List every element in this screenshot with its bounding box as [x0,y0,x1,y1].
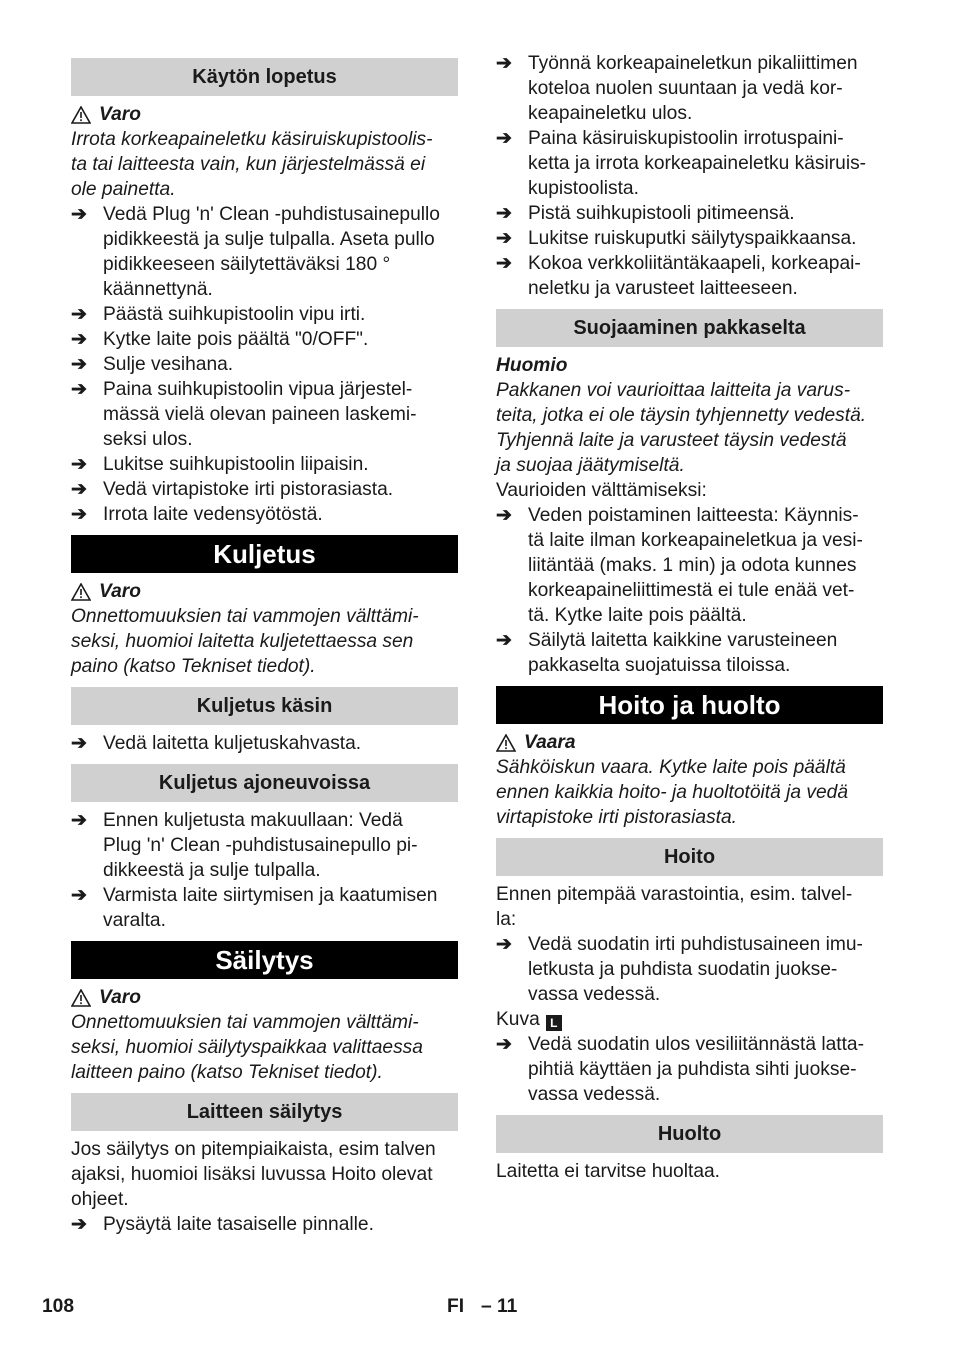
heading-kuljetus-ajoneuvoissa: Kuljetus ajoneuvoissa [71,764,458,802]
arrow-right-icon: ➔ [71,810,88,831]
arrow-right-icon: ➔ [496,505,513,526]
arrow-right-icon: ➔ [496,53,513,74]
arrow-right-icon: ➔ [496,253,513,274]
arrow-right-icon: ➔ [496,228,513,249]
paragraph: Jos säilytys on pitempiaikaista, esim talven ajaksi, huomioi lisäksi luvussa Hoito olevat ohjeet. [71,1139,436,1210]
heading-kuljetus-kasin: Kuljetus käsin [71,687,458,725]
heading-kuljetus: Kuljetus [71,535,458,573]
warning-text: Onnettomuuksien tai vammojen välttämi- seksi, huomioi säilytyspaikkaa valittaessa laitteen paino (katso Tekniset tiedot). [71,1012,423,1083]
page-number: 108 [42,1296,75,1317]
list-item: ➔ Varmista laite siirtymisen ja kaatumisen varalta. [71,885,438,931]
language-code: FI [447,1296,465,1317]
paragraph: Vaurioiden välttämiseksi: [496,480,707,501]
heading-hoito-ja-huolto: Hoito ja huolto [496,686,883,724]
list-item: ➔ Päästä suihkupistoolin vipu irti. [71,304,366,325]
warning-triangle-icon [71,106,91,124]
list-item: ➔ Ennen kuljetusta makuullaan: Vedä Plug 'n' Clean -puhdistusainepullo pi- dikkeestä ja sulje tulpalla. [71,810,418,881]
warning-vaara: Vaara [496,730,883,755]
arrow-right-icon: ➔ [71,354,88,375]
heading-kayton-lopetus: Käytön lopetus [71,58,458,96]
warning-varo: Varo [71,579,458,604]
arrow-right-icon: ➔ [71,329,88,350]
arrow-right-icon: ➔ [496,128,513,149]
arrow-right-icon: ➔ [496,203,513,224]
list-item: ➔ Pysäytä laite tasaiselle pinnalle. [71,1214,374,1235]
arrow-right-icon: ➔ [71,454,88,475]
notice-huomio: Huomio [496,355,568,376]
heading-hoito: Hoito [496,838,883,876]
list-item: ➔ Vedä Plug 'n' Clean -puhdistusainepullo pidikkeestä ja sulje tulpalla. Aseta pullo pidikkeeseen säilytettäväksi 180 ° käännettynä. [71,204,440,300]
arrow-right-icon: ➔ [71,379,88,400]
notice-text: Pakkanen voi vaurioittaa laitteita ja varus- teita, jotka ei ole täysin tyhjennetty vedestä. Tyhjennä laite ja varusteet täysin vedestä ja suojaa jäätymiseltä. [496,380,867,476]
warning-varo: Varo [71,102,458,127]
warning-text: Sähköiskun vaara. Kytke laite pois päältä ennen kaikkia hoito- ja huoltotöitä ja vedä virtapistoke irti pistorasiasta. [496,757,849,828]
list-item: ➔ Vedä suodatin ulos vesiliitännästä latta- pihtiä käyttäen ja puhdista sihti juokse- vassa vedessä. [496,1034,864,1105]
arrow-right-icon: ➔ [71,304,88,325]
arrow-right-icon: ➔ [71,479,88,500]
list-item: ➔ Vedä virtapistoke irti pistorasiasta. [71,479,394,500]
arrow-right-icon: ➔ [71,204,88,225]
list-item: ➔ Kokoa verkkoliitäntäkaapeli, korkeapai- neletku ja varusteet laitteeseen. [496,253,861,299]
figure-l-icon: L [546,1015,562,1031]
list-item: ➔ Irrota laite vedensyötöstä. [71,504,323,525]
left-column [71,50,458,1237]
arrow-right-icon: ➔ [496,934,513,955]
heading-huolto: Huolto [496,1115,883,1153]
arrow-right-icon: ➔ [496,1034,513,1055]
paragraph: Laitetta ei tarvitse huoltaa. [496,1161,720,1182]
warning-triangle-icon [71,989,91,1007]
arrow-right-icon: ➔ [496,630,513,651]
sub-page-number: – 11 [481,1296,518,1317]
heading-sailytys: Säilytys [71,941,458,979]
arrow-right-icon: ➔ [71,733,88,754]
list-item: ➔ Paina suihkupistoolin vipua järjestel- mässä vielä olevan paineen laskemi- seksi ulos. [71,379,417,450]
list-item: ➔ Vedä laitetta kuljetuskahvasta. [71,733,362,754]
list-item: ➔ Säilytä laitetta kaikkine varusteineen pakkaselta suojatuissa tiloissa. [496,630,838,676]
arrow-right-icon: ➔ [71,885,88,906]
paragraph: Ennen pitempää varastointia, esim. talvel- la: [496,884,853,930]
right-column [496,51,883,1184]
figure-reference: Kuva L [496,1007,883,1032]
warning-text: Irrota korkeapaineletku käsiruiskupistoolis- ta tai laitteesta vain, kun järjestelmässä ei ole painetta. [71,129,433,200]
list-item: ➔ Vedä suodatin irti puhdistusaineen imu- letkusta ja puhdista suodatin juokse- vassa vedessä. [496,934,863,1005]
list-item: ➔ Sulje vesihana. [71,354,234,375]
arrow-right-icon: ➔ [71,1214,88,1235]
heading-laitteen-sailytys: Laitteen säilytys [71,1093,458,1131]
list-item: ➔ Pistä suihkupistooli pitimeensä. [496,203,795,224]
warning-triangle-icon [496,734,516,752]
list-item: ➔ Työnnä korkeapaineletkun pikaliittimen koteloa nuolen suuntaan ja vedä kor- keapaineletku ulos. [496,53,858,124]
heading-suojaaminen-pakkaselta: Suojaaminen pakkaselta [496,309,883,347]
warning-varo: Varo [71,985,458,1010]
warning-triangle-icon [71,583,91,601]
list-item: ➔ Lukitse suihkupistoolin liipaisin. [71,454,369,475]
warning-text: Onnettomuuksien tai vammojen välttämi- seksi, huomioi laitetta kuljetettaessa sen paino (katso Tekniset tiedot). [71,606,419,677]
list-item: ➔ Lukitse ruiskuputki säilytyspaikkaansa. [496,228,857,249]
list-item: ➔ Paina käsiruiskupistoolin irrotuspaini- ketta ja irrota korkeapaineletku käsiruis- kupistoolista. [496,128,867,199]
arrow-right-icon: ➔ [71,504,88,525]
list-item: ➔ Kytke laite pois päältä "0/OFF". [71,329,369,350]
list-item: ➔ Veden poistaminen laitteesta: Käynnis- tä laite ilman korkeapaineletkua ja vesi- liitäntää (maks. 1 min) ja odota kunnes korkeapaineliittimestä ei tule enää vet- tä. Kytke laite pois päältä. [496,505,863,626]
